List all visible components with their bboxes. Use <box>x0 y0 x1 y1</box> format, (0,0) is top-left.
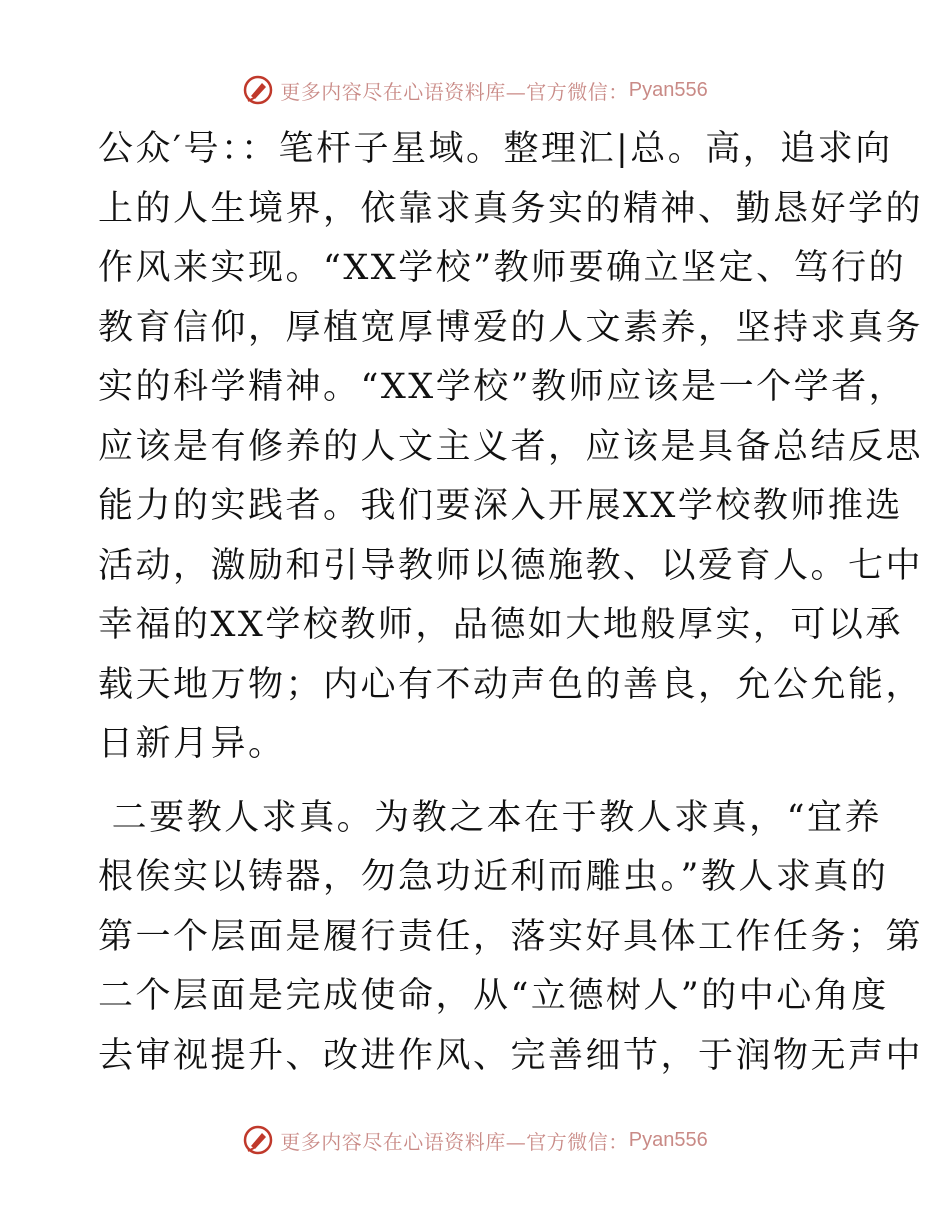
text-line: 应该是有修养的人文主义者，应该是具备总结反思 <box>98 426 924 467</box>
text-line: 上的人生境界，依靠求真务实的精神、勤恳好学的 <box>98 188 924 229</box>
document-body <box>98 120 924 1086</box>
text-line: 根俟实以铸器，勿急功近利而雕虫。”教人求真的 <box>98 857 889 897</box>
header-banner-text: 更多内容尽在心语资料库—官方微信： <box>280 79 629 104</box>
text-line: 去审视提升、改进作风、完善细节，于润物无声中 <box>98 1035 924 1076</box>
text-line: 二个层面是完成使命，从“立德树人”的中心角度 <box>98 976 889 1016</box>
header-banner <box>0 70 950 110</box>
brand-logo-icon <box>242 74 274 106</box>
text-line: 日新月异。 <box>98 724 286 764</box>
text-line: 实的科学精神。“XX学校”教师应该是一个学者， <box>98 367 907 407</box>
header-banner-id: Pyan556 <box>628 78 708 101</box>
brand-logo-icon <box>242 1124 274 1156</box>
paragraph-2 <box>98 789 924 1087</box>
footer-banner <box>0 1120 950 1160</box>
text-line: 载天地万物；内心有不动声色的善良，允公允能， <box>98 664 924 705</box>
text-line: 教育信仰，厚植宽厚博爱的人文素养，坚持求真务 <box>98 307 924 348</box>
footer-banner-id: Pyan556 <box>628 1128 708 1151</box>
text-line: 二要教人求真。为教之本在于教人求真，“宜养 <box>98 797 883 838</box>
text-line: 第一个层面是履行责任，落实好具体工作任务；第 <box>98 916 924 957</box>
text-line: 幸福的XX学校教师，品德如大地般厚实，可以承 <box>98 605 903 645</box>
text-line: 能力的实践者。我们要深入开展XX学校教师推选 <box>98 486 903 526</box>
text-line: 作风来实现。“XX学校”教师要确立坚定、笃行的 <box>98 248 907 288</box>
footer-banner-text: 更多内容尽在心语资料库—官方微信： <box>280 1129 629 1154</box>
text-line: 活动，激励和引导教师以德施教、以爱育人。七中 <box>98 545 924 586</box>
text-line: 公众′号：：笔杆子星域。整理汇|总。高，追求向 <box>98 129 893 169</box>
paragraph-1 <box>98 120 924 775</box>
